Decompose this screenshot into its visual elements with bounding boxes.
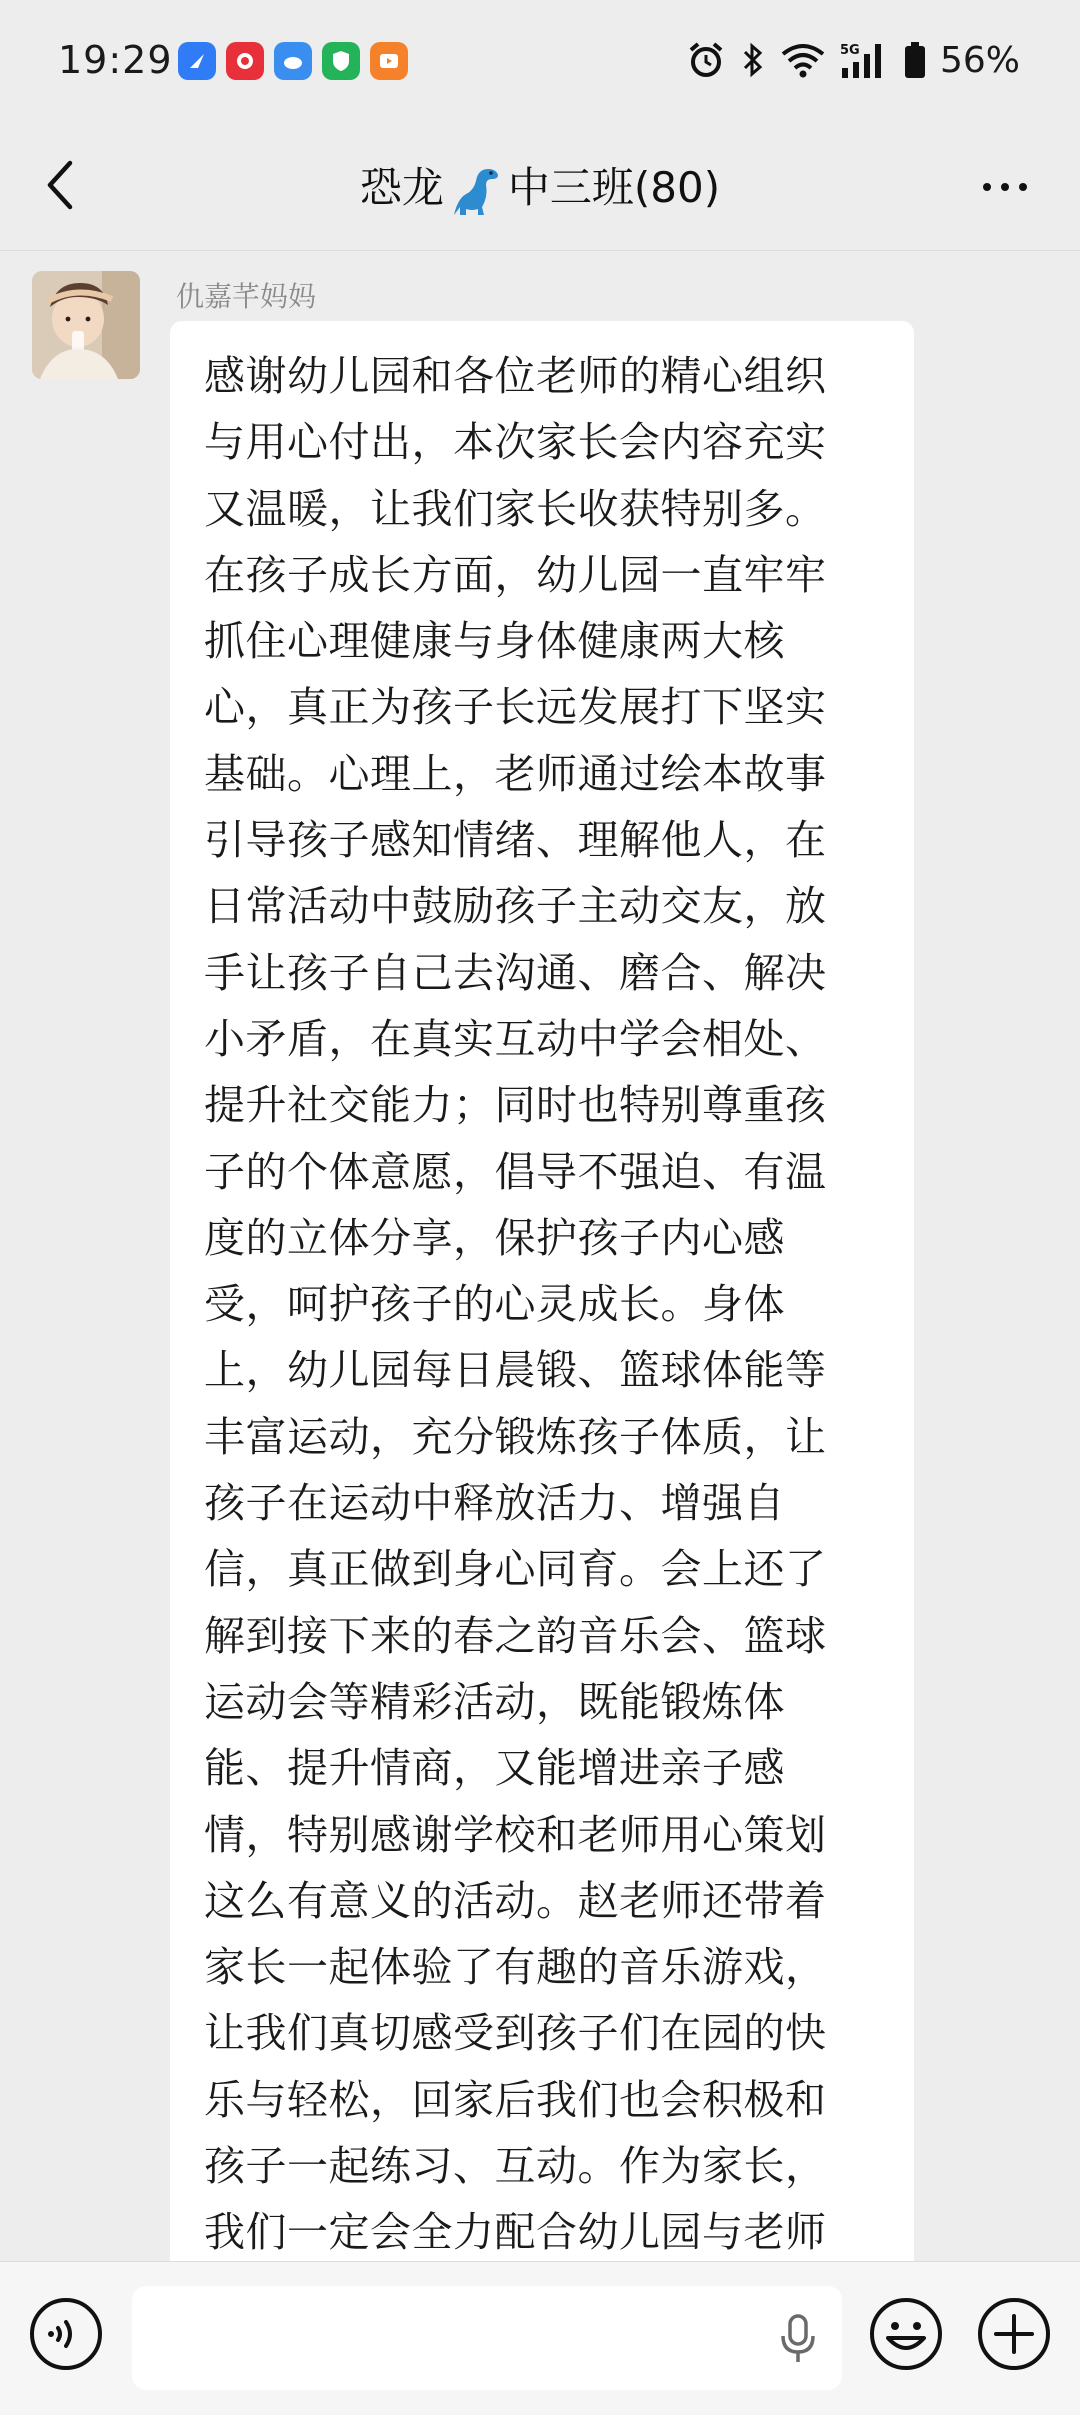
message-line: 孩子在运动中释放活力、增强自	[204, 1479, 785, 1528]
message-line: 孩子一起练习、互动。作为家长，	[204, 2142, 827, 2191]
message-line: 让我们真切感受到孩子们在园的快	[204, 2009, 827, 2058]
message-line: 子的个体意愿，倡导不强迫、有温	[204, 1147, 827, 1196]
message-line: 又温暖，让我们家长收获特别多。	[204, 484, 827, 533]
message-line: 度的立体分享，保护孩子内心感	[204, 1213, 785, 1262]
chat-title	[0, 155, 1080, 219]
battery-icon	[904, 40, 926, 80]
plus-icon	[976, 2296, 1052, 2372]
message-line: 乐与轻松，回家后我们也会积极和	[204, 2075, 827, 2124]
message-line: 提升社交能力；同时也特别尊重孩	[204, 1081, 827, 1130]
message-line: 运动会等精彩活动，既能锻炼体	[204, 1677, 785, 1726]
more-dot	[1001, 183, 1009, 191]
message-line: 引导孩子感知情绪、理解他人，在	[204, 816, 827, 865]
chat-header	[0, 125, 1080, 251]
shield-icon	[322, 42, 360, 80]
dinosaur-emoji-icon	[448, 163, 504, 219]
emoji-icon	[868, 2296, 944, 2372]
sender-name: 仇嘉芊妈妈	[176, 280, 317, 313]
voice-icon	[28, 2296, 104, 2372]
message-line: 上，幼儿园每日晨锻、篮球体能等	[204, 1346, 827, 1395]
status-indicators	[686, 38, 1020, 82]
status-time: 19:29	[58, 38, 173, 82]
wifi-icon	[780, 40, 826, 80]
message-line: 心，真正为孩子长远发展打下坚实	[204, 683, 827, 732]
alarm-icon	[686, 40, 726, 80]
message-line: 感谢幼儿园和各位老师的精心组织	[204, 352, 827, 400]
message-list[interactable]	[0, 251, 1080, 2261]
message-line: 日常活动中鼓励孩子主动交友，放	[204, 882, 827, 931]
avatar-image	[32, 271, 140, 379]
message-line: 能、提升情商，又能增进亲子感	[204, 1744, 785, 1793]
emoji-button[interactable]	[868, 2296, 944, 2376]
svg-text:5G: 5G	[839, 43, 860, 58]
app-notification-icon	[226, 42, 264, 80]
message-line: 与用心付出，本次家长会内容充实	[204, 418, 827, 467]
message-input[interactable]	[132, 2286, 842, 2390]
bluetooth-icon	[740, 40, 766, 80]
message-line: 情，特别感谢学校和老师用心策划	[204, 1810, 827, 1859]
message-text	[204, 343, 880, 2261]
more-options-button[interactable]	[970, 167, 1040, 207]
app-notification-icon	[178, 42, 216, 80]
notification-icons	[178, 42, 408, 80]
message-line: 这么有意义的活动。赵老师还带着	[204, 1876, 827, 1925]
message-line: 抓住心理健康与身体健康两大核	[204, 617, 785, 666]
message-bubble[interactable]	[170, 321, 914, 2261]
chat-title-prefix: 恐龙	[359, 163, 444, 212]
input-bar	[0, 2261, 1080, 2415]
message-line: 丰富运动，充分锻炼孩子体质，让	[204, 1412, 827, 1461]
mic-icon	[778, 2314, 818, 2364]
app-notification-icon	[274, 42, 312, 80]
message-line: 我们一定会全力配合幼儿园与老师	[204, 2208, 827, 2257]
message-line: 受，呵护孩子的心灵成长。身体	[204, 1280, 785, 1329]
sender-avatar[interactable]	[32, 271, 140, 379]
message-line: 家长一起体验了有趣的音乐游戏，	[204, 1943, 827, 1992]
chat-title-suffix: 中三班(80)	[507, 163, 721, 212]
battery-percent: 56%	[939, 39, 1020, 81]
more-dots-icon	[983, 183, 991, 191]
plus-button[interactable]	[976, 2296, 1052, 2376]
signal-5g-icon	[840, 40, 890, 80]
message-line: 在孩子成长方面，幼儿园一直牢牢	[204, 550, 827, 599]
message-line: 手让孩子自己去沟通、磨合、解决	[204, 948, 827, 997]
status-bar	[0, 0, 1080, 125]
mic-button[interactable]	[778, 2314, 818, 2368]
message-line: 小矛盾，在真实互动中学会相处、	[204, 1014, 827, 1063]
voice-button[interactable]	[28, 2296, 104, 2376]
message-line: 基础。心理上，老师通过绘本故事	[204, 749, 827, 798]
message-line: 解到接下来的春之韵音乐会、篮球	[204, 1611, 827, 1660]
app-notification-icon	[370, 42, 408, 80]
message-line: 信，真正做到身心同育。会上还了	[204, 1545, 827, 1594]
more-dot	[1019, 183, 1027, 191]
